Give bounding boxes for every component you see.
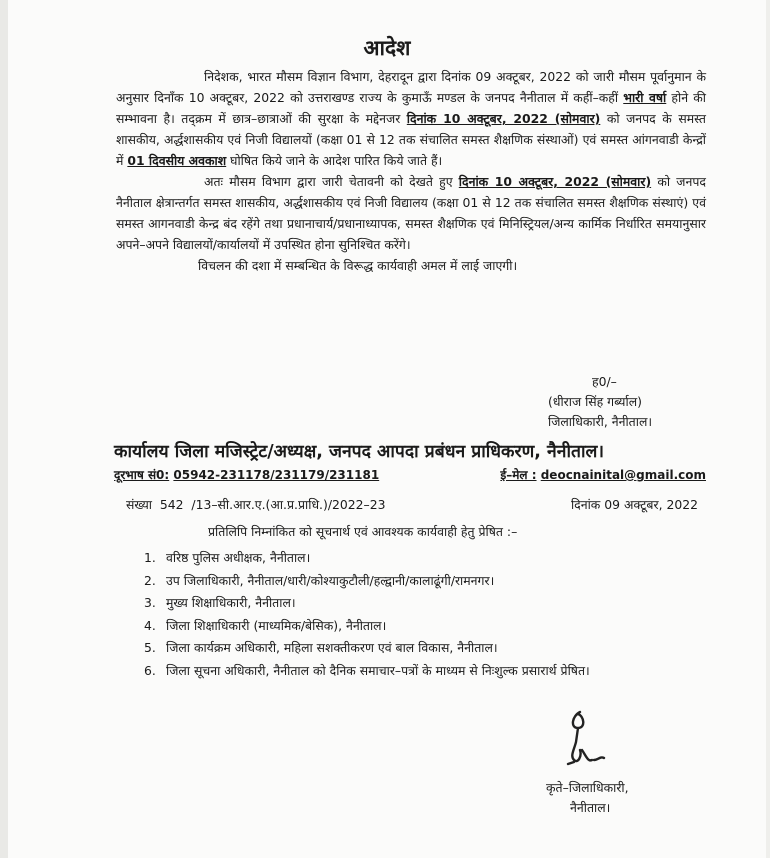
p2-text-a: अतः मौसम विभाग द्वारा जारी चेतावनी को देखते हुए [204,174,459,189]
signatory-designation: जिलाधिकारी, नैनीताल। [548,414,653,429]
p1-text-c: होने की सम्भावना है। तद्क्रम में छात्र–छात्राओं की सुरक्षा के मद्देनजर [116,90,706,126]
email-label: ई–मेल : [500,468,537,482]
list-item-text: जिला शिक्षाधिकारी (माध्यमिक/बेसिक), नैनीताल। [166,617,387,633]
paragraph-2 [116,171,706,255]
paragraph-3: विचलन की दशा में सम्बन्धित के विरूद्ध कार्यवाही अमल में लाई जाएगी। [198,258,518,273]
p1-text-g: घोषित किये जाने के आदेश पारित किये जाते हैं। [226,153,443,168]
list-item [144,615,704,638]
closing-place: नैनीताल। [570,800,611,815]
list-item [144,570,704,593]
phone-label: दूरभाष सं0: [114,468,170,482]
signed-mark: ह0/– [592,374,617,389]
paragraph-1 [116,66,706,171]
email-address: deocnainital@gmail.com [540,468,706,482]
reference-line [126,496,698,513]
order-title: आदेश [363,36,411,60]
contact-line [114,466,706,483]
signatory-name: (धीराज सिंह गर्ब्याल) [548,394,642,409]
list-item-number: 2. [144,572,156,588]
signatory-block [548,372,652,432]
handwritten-signature [560,706,620,770]
list-item [144,637,704,660]
list-item-number: 5. [144,640,156,655]
list-item [144,592,704,615]
p1-heavy-rain: भारी वर्षा [623,90,667,105]
p2-holiday-date: दिनांक 10 अक्टूबर, 2022 (सोमवार) [458,174,652,189]
list-item-text: जिला सूचना अधिकारी, नैनीताल को दैनिक समाचार–पत्रों के माध्यम से निःशुल्क प्रसारार्थ प्रेषित। [166,662,590,678]
list-item-text: वरिष्ठ पुलिस अधीक्षक, नैनीताल। [166,550,311,565]
p1-text-e: को जनपद के समस्त शासकीय, अर्द्धशासकीय एवं निजी विद्यालयों (कक्षा 01 से 12 तक संचालित समस्त शैक्षणिक संस्थाओं) एवं समस्त आंगनवाडी केन्द्रों में [116,111,706,168]
reference-date: दिनांक 09 अक्टूबर, 2022 [570,497,698,512]
reference-number: संख्या 542 /13–सी.आर.ए.(आ.प्र.प्राधि.)/2022–23 [126,497,386,512]
list-item-text: जिला कार्यक्रम अधिकारी, महिला सशक्तीकरण एवं बाल विकास, नैनीताल। [166,640,498,655]
list-item-number: 1. [144,550,156,565]
phone-number: 05942-231178/231179/231181 [173,468,380,482]
closing-by: कृते–जिलाधिकारी, [546,780,629,795]
p1-one-day-leave: 01 दिवसीय अवकाश [127,153,227,168]
list-item [144,547,704,570]
list-item-text: उप जिलाधिकारी, नैनीताल/धारी/कोश्याकुटौली/हल्द्वानी/कालाढूंगी/रामनगर। [166,572,495,588]
p2-text-c: को जनपद नैनीताल क्षेत्रान्तर्गत समस्त शासकीय, अर्द्धशासकीय एवं निजी विद्यालय (कक्षा 01 से 12 तक संचालित समस्त शैक्षणिक संस्थाएं) एवं समस्त आगनवाडी केन्द्र बंद रहेंगे तथा प्रधानाचार्य/प्रधानाध्यापक, समस्त शैक्षणिक एवं मिनिस्ट्रियल/अन्य कार्मिक निर्धारित समयानुसार अपने–अपने विद्यालयों/कार्यालयों में उपस्थित होना सुनिश्चित करेंगे। [116,174,706,252]
copy-list [144,547,704,682]
copy-intro: प्रतिलिपि निम्नांकित को सूचनार्थ एवं आवश्यक कार्यवाही हेतु प्रेषित :– [208,524,518,539]
list-item-number: 3. [144,595,156,610]
p1-holiday-date: दिनांक 10 अक्टूबर, 2022 (सोमवार) [406,111,601,126]
list-item-number: 4. [144,617,156,633]
office-heading: कार्यालय जिला मजिस्ट्रेट/अध्यक्ष, जनपद आपदा प्रबंधन प्राधिकरण, नैनीताल। [114,442,604,462]
p1-text-a: निदेशक, भारत मौसम विज्ञान विभाग, देहरादून द्वारा दिनांक 09 अक्टूबर, 2022 को जारी मौसम पूर्वानुमान के अनुसार दिनाँक 10 अक्टूबर, 2022 को उत्तराखण्ड राज्य के कुमाऊँ मण्डल के जनपद नैनीताल में कहीं–कहीं [116,69,706,105]
list-item-number: 6. [144,662,156,678]
list-item [144,660,704,683]
email-block [500,466,706,483]
order-body [116,66,706,276]
list-item-text: मुख्य शिक्षाधिकारी, नैनीताल। [166,595,296,610]
closing-block [546,778,629,818]
